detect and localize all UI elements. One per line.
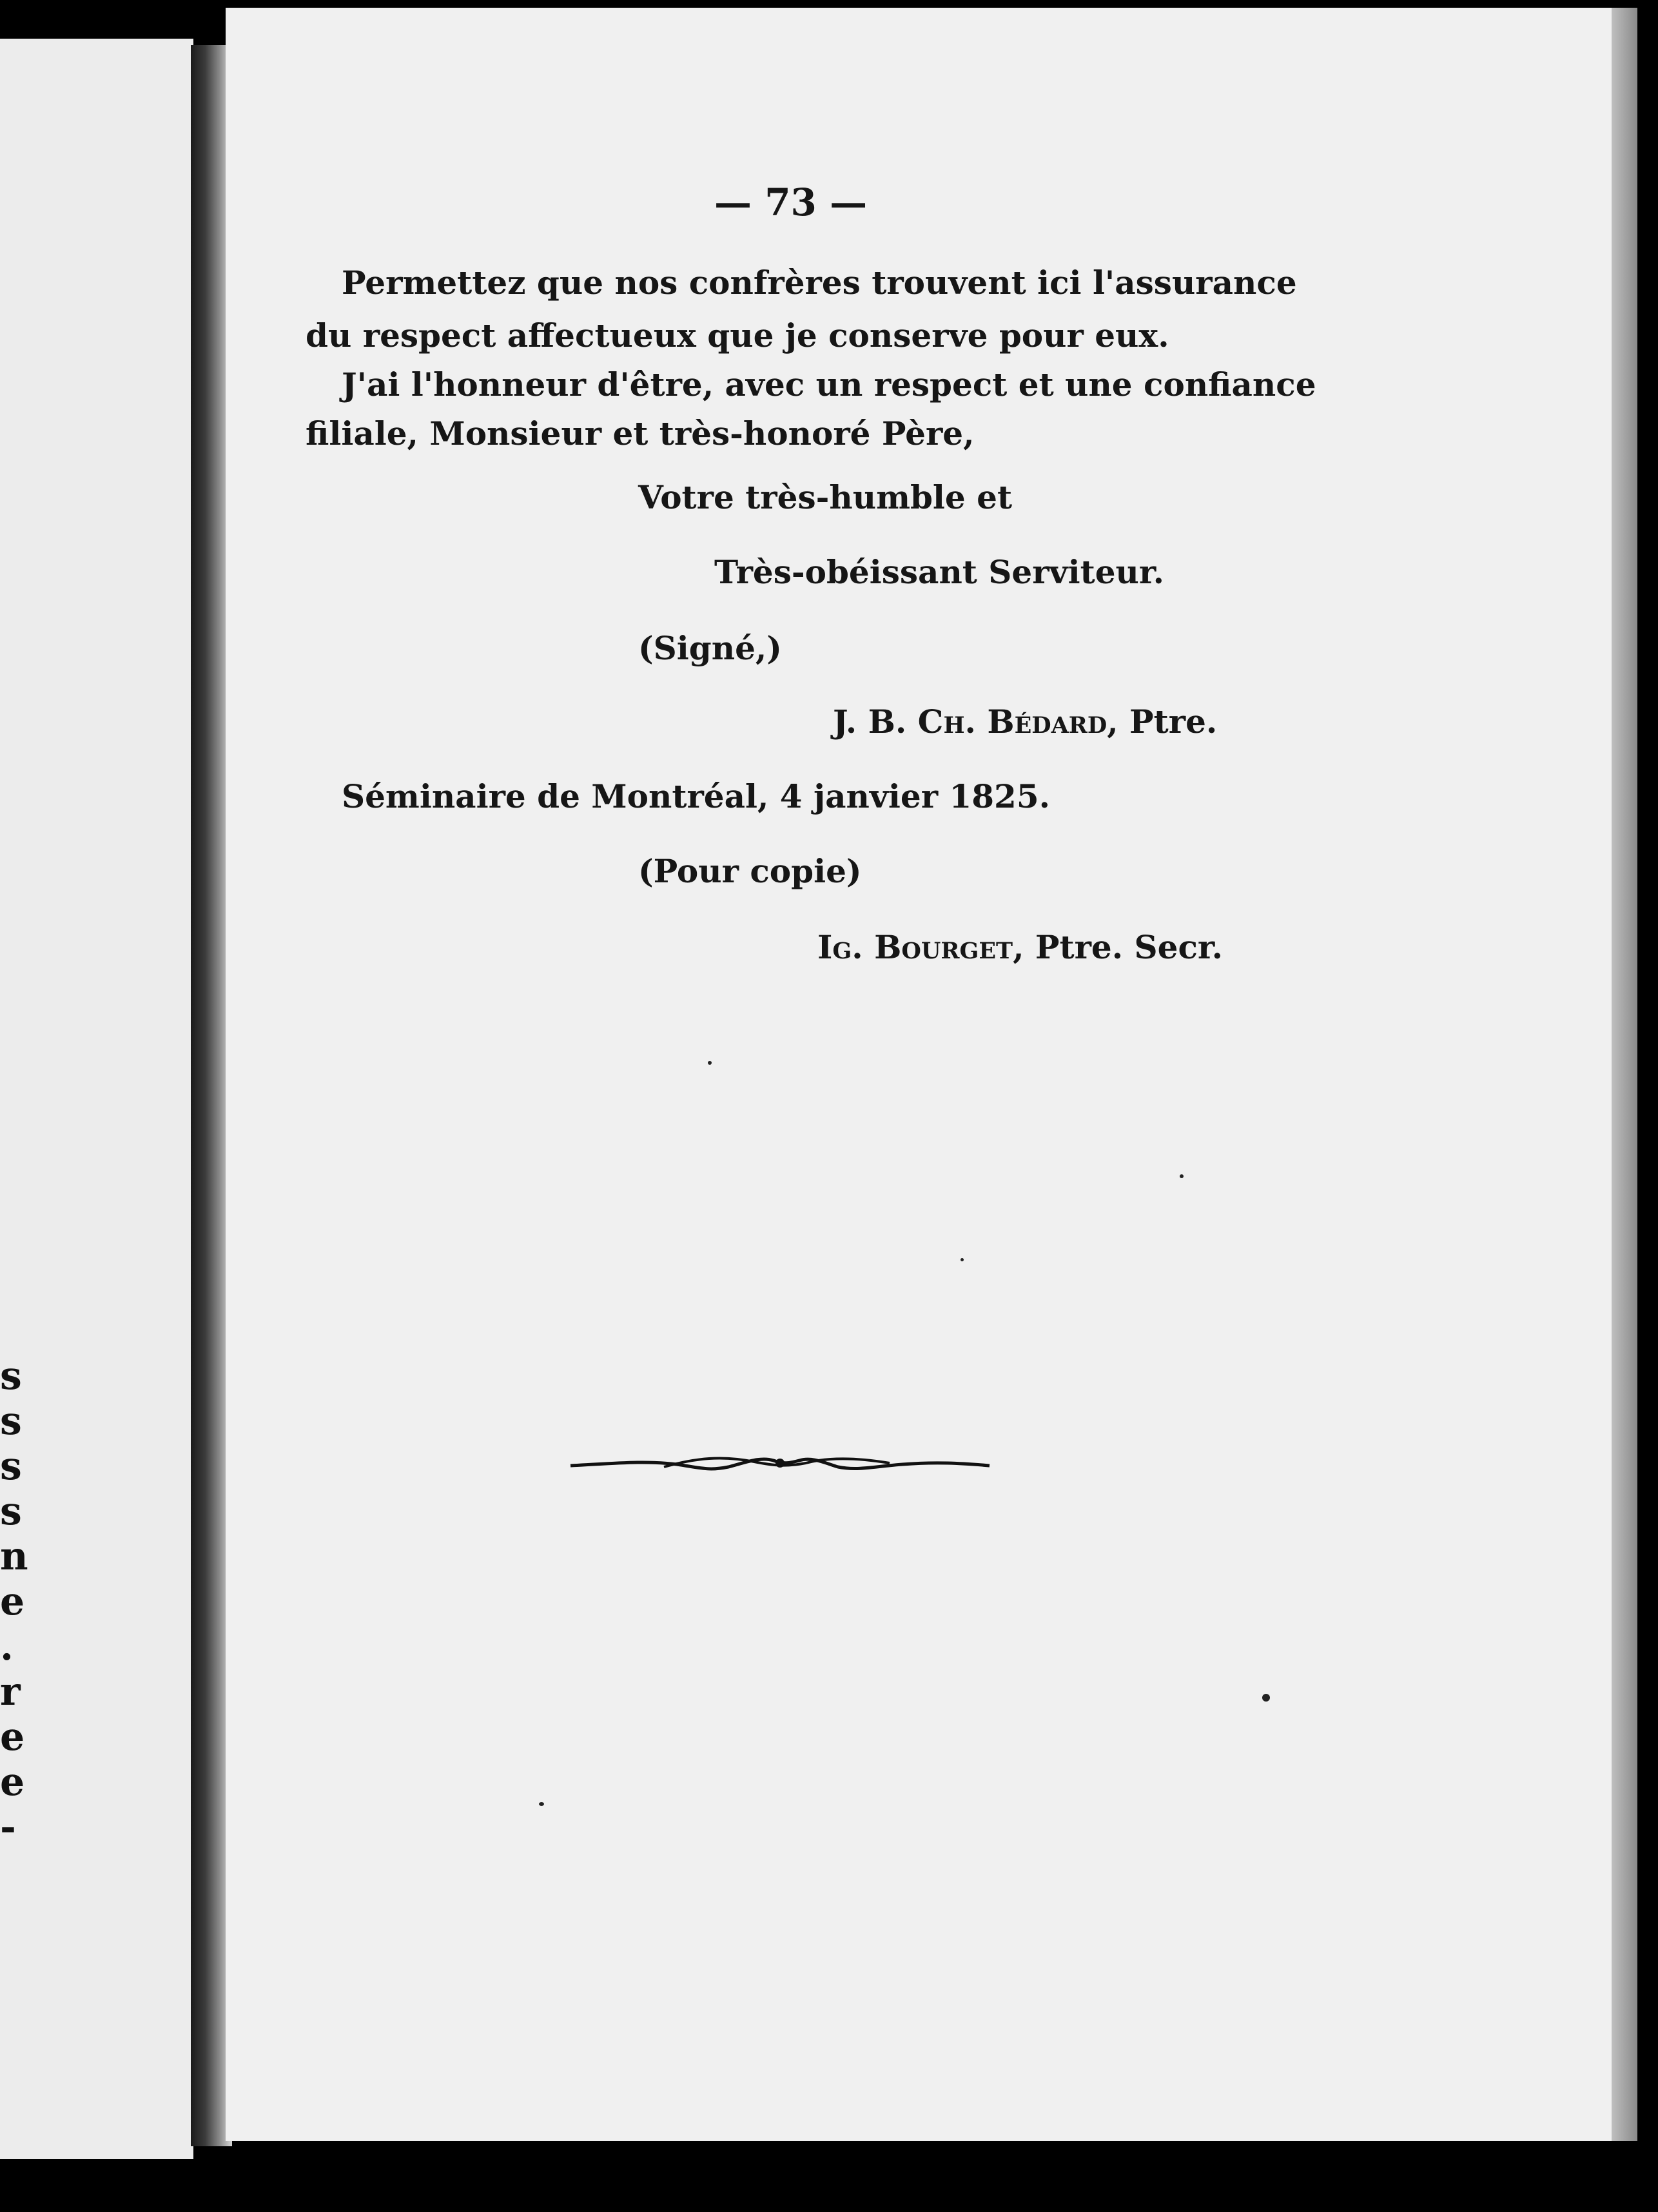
edge-char: e — [0, 1714, 25, 1760]
paper-speck — [539, 1802, 544, 1806]
signed-label: (Signé,) — [638, 629, 782, 667]
closing-line-2: Très-obéissant Serviteur. — [714, 553, 1165, 591]
paper-speck — [1180, 1174, 1184, 1178]
paragraph-2-line-2: filiale, Monsieur et très-honoré Père, — [306, 414, 975, 452]
secretary-suffix: , Ptre. Secr. — [1013, 928, 1224, 966]
signatory — [833, 703, 1217, 741]
ornament-divider — [567, 1444, 993, 1482]
edge-char: s — [0, 1489, 22, 1534]
place-date: Séminaire de Montréal, 4 janvier 1825. — [342, 777, 1051, 815]
edge-char: s — [0, 1444, 22, 1489]
signatory-name: Ch. Bédard — [917, 703, 1107, 741]
paragraph-2-line-1: J'ai l'honneur d'être, avec un respect et une confiance — [342, 365, 1316, 403]
left-page — [0, 39, 193, 2159]
edge-char: . — [0, 1624, 14, 1669]
edge-char: e — [0, 1579, 25, 1624]
paragraph-1-line-2: du respect affectueux que je conserve pour eux. — [306, 316, 1169, 354]
edge-char: e — [0, 1760, 25, 1805]
paper-speck — [961, 1258, 964, 1261]
secretary-signature — [817, 928, 1223, 966]
signatory-prefix: J. B. — [833, 703, 918, 741]
secretary-name: Ig. Bourget — [817, 928, 1013, 966]
copy-label: (Pour copie) — [638, 852, 862, 890]
paper-speck — [708, 1061, 712, 1065]
paragraph-1-line-1: Permettez que nos confrères trouvent ici l'assurance — [342, 264, 1297, 302]
paper-speck — [1262, 1694, 1270, 1702]
edge-char: s — [0, 1399, 22, 1444]
edge-char: n — [0, 1534, 28, 1579]
edge-char: s — [0, 1353, 22, 1399]
edge-char: r — [0, 1669, 21, 1714]
signatory-suffix: , Ptre. — [1107, 703, 1218, 741]
left-page-edge-text — [0, 1353, 26, 1850]
page-number: — 73 — — [714, 180, 868, 224]
closing-line-1: Votre très-humble et — [638, 478, 1013, 516]
edge-char: - — [0, 1805, 16, 1850]
